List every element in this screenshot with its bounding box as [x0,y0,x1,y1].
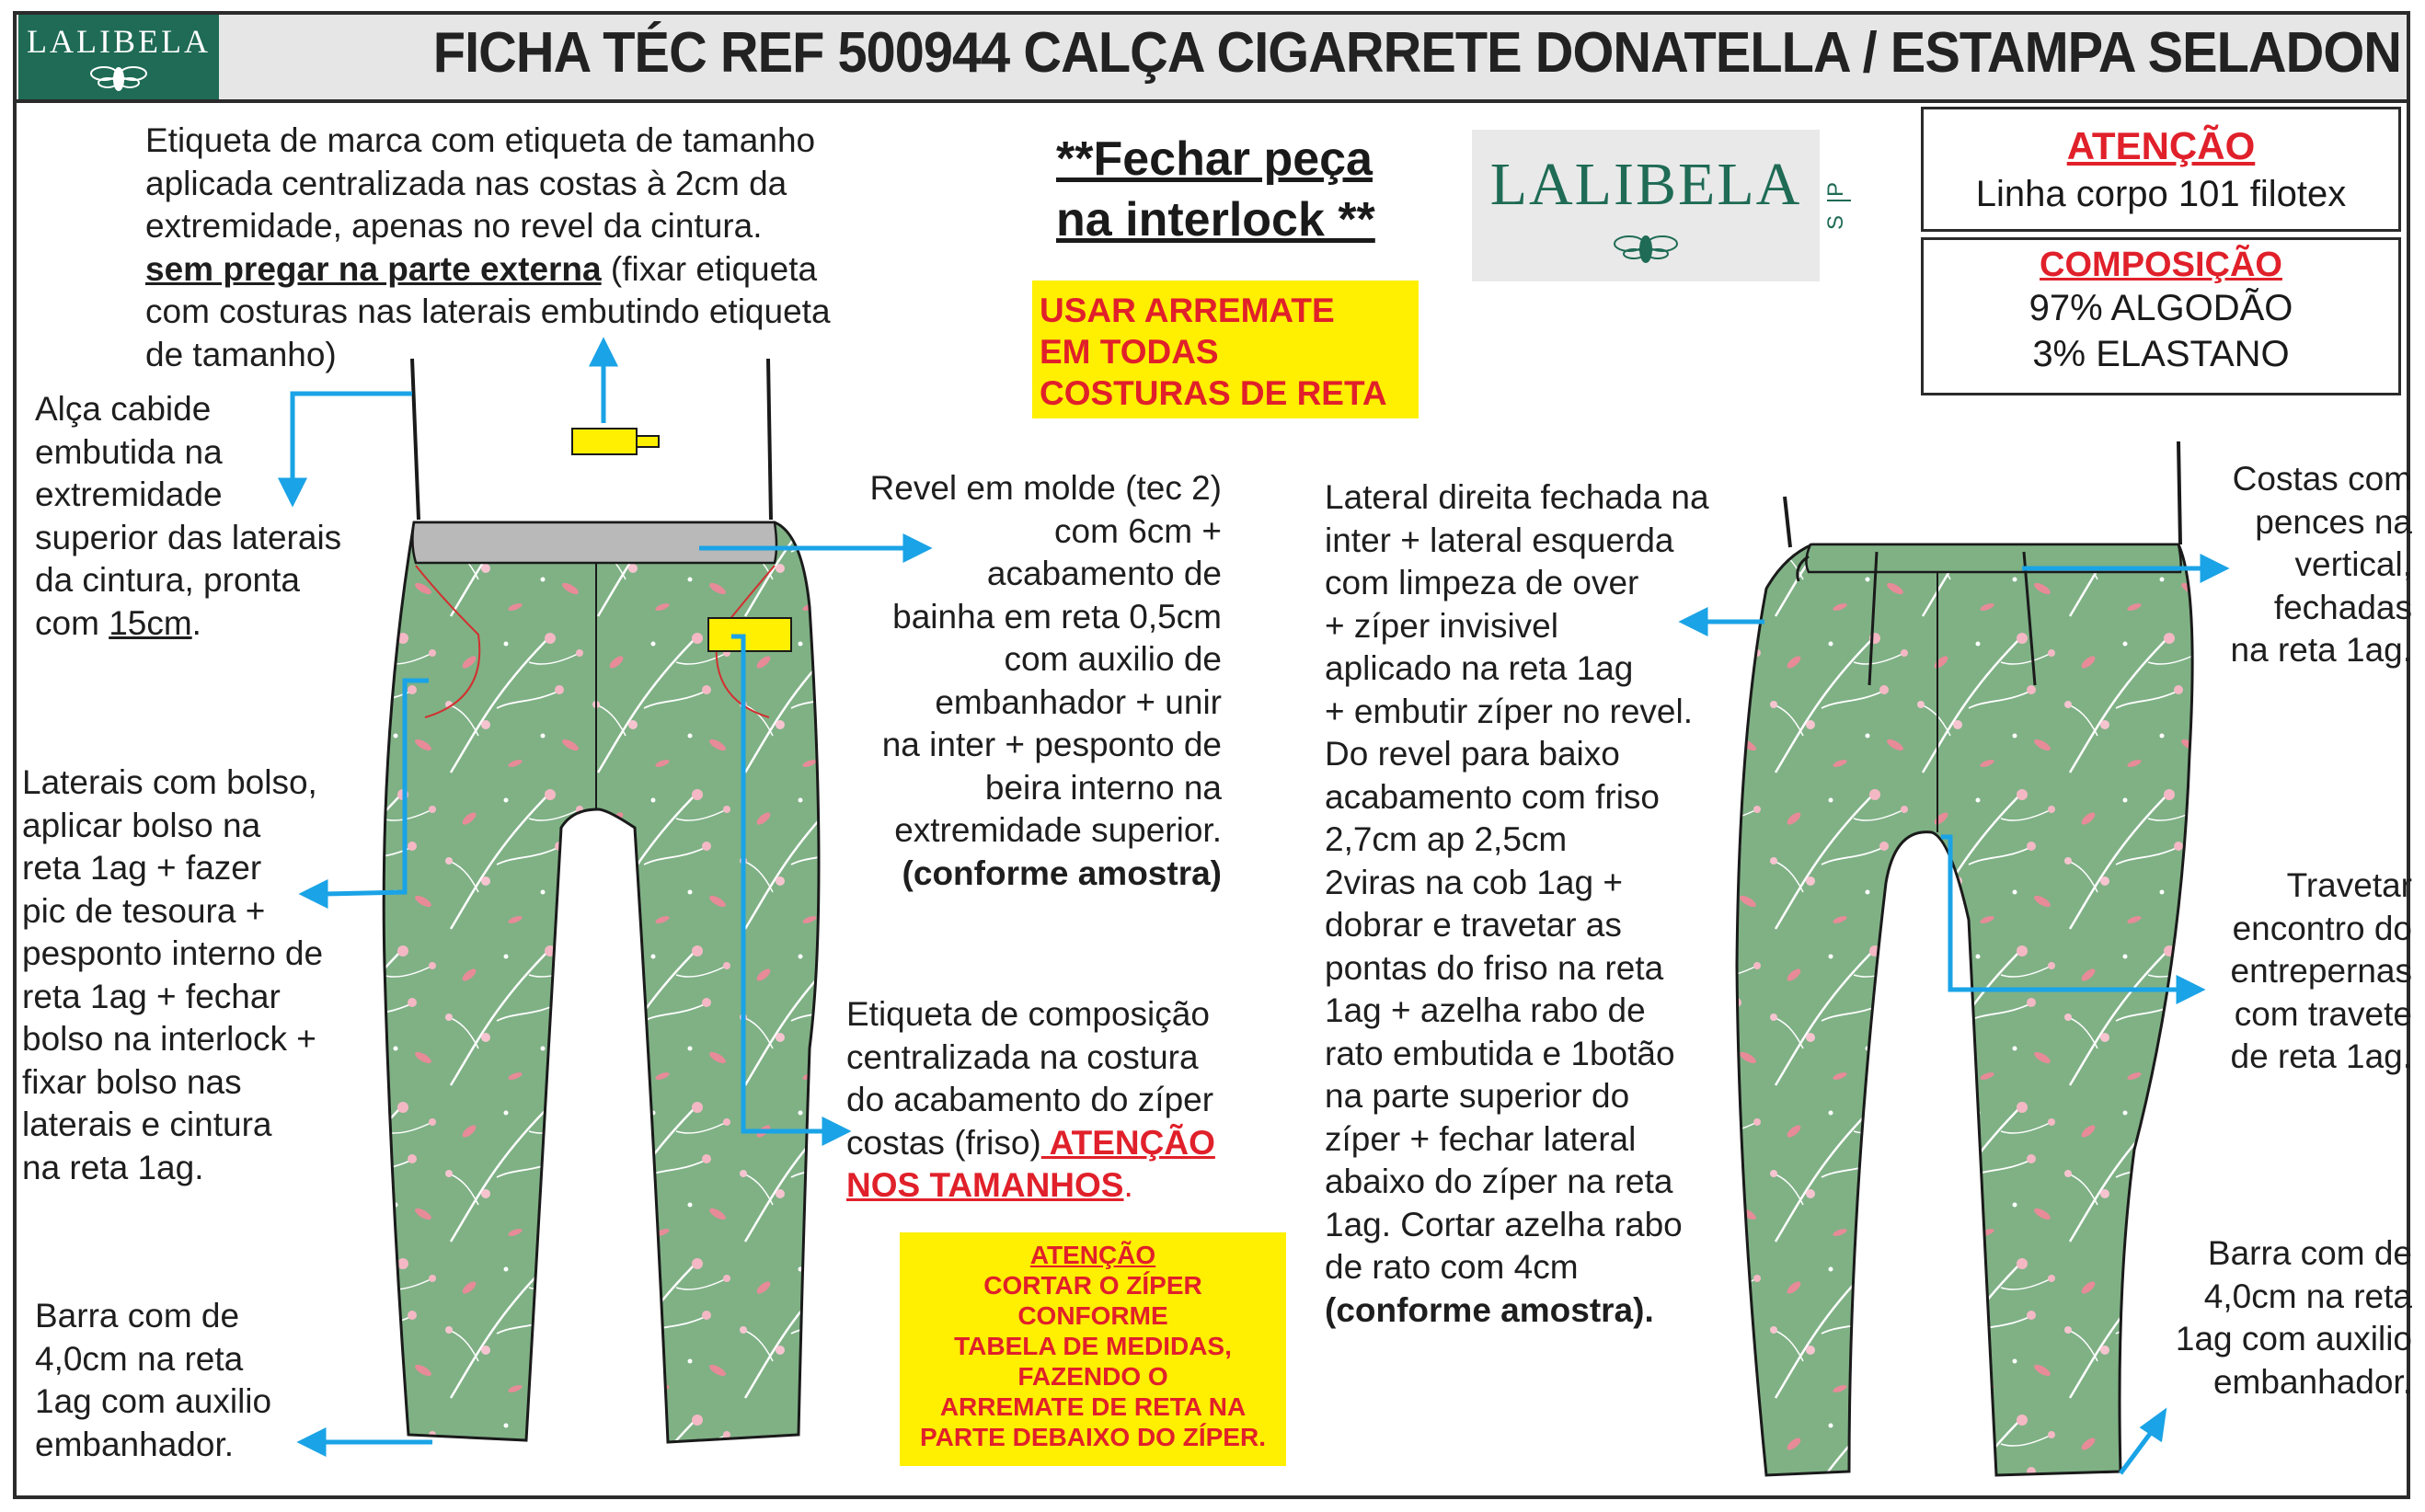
atencao-title: ATENÇÃO [2066,124,2256,167]
note-line: aplicada centralizada nas costas à 2cm da [145,164,787,202]
composicao-line: 3% ELASTANO [2032,334,2290,374]
brand-logo-text: LALIBELA [27,23,211,60]
note-line: CORTAR O ZÍPER [983,1271,1202,1300]
note-arremate [1032,281,1419,418]
note-line: Etiqueta de marca com etiqueta de tamanho [145,121,816,159]
size-label-s: S [1823,214,1849,231]
composicao-box [1921,237,2401,395]
note-text: Etiqueta de composição centralizada na costura do acabamento do zíper costas (friso) [846,995,1214,1162]
note-line: CONFORME [1017,1301,1168,1330]
note-alert: ATENÇÃO [1040,1123,1215,1162]
note-line: EM TODAS [1040,333,1219,371]
size-label-ps [1825,175,1858,239]
note-etiqueta-marca [145,120,831,376]
note-fechar-peca [1056,129,1375,250]
note-alca-cabide [35,388,341,645]
note-line: **Fechar peça [1056,132,1373,186]
page-title: FICHA TÉC REF 500944 CALÇA CIGARRETE DONATELLA / ESTAMPA SELADON [432,21,2402,85]
note-line: de tamanho) [145,335,337,373]
note-text: Alça cabide embutida na extremidade superior das laterais da cintura, pronta com [35,390,342,642]
note-line: ATENÇÃO [1029,1241,1156,1269]
note-line: (fixar etiqueta [601,249,818,288]
note-text: Revel em molde (tec 2) com 6cm + acabamento de bainha em reta 0,5cm com auxilio de embanhador + unir na inter + pesponto de beira interno na extremidade superior. [869,469,1222,849]
composicao-line: 97% ALGODÃO [2028,288,2293,328]
note-barra-direita: Barra com de 4,0cm na reta 1ag com auxilio embanhador. [2175,1234,2412,1401]
note-emphasis: (conforme amostra) [902,853,1222,892]
size-label-p: P [1823,181,1849,198]
note-line: TABELA DE MEDIDAS, [954,1332,1232,1360]
brand-logo-secondary [1472,130,1820,281]
note-line: FAZENDO O [1017,1362,1168,1391]
note-emphasis: sem pregar na parte externa [145,249,602,288]
note-revel [810,467,1222,895]
brand-logo-secondary-text: LALIBELA [1489,151,1802,218]
note-travetar: Travetar encontro do entrepernas com travete de reta 1ag. [2230,866,2412,1075]
note-costas-pences: Costas com pences na vertical, fechadas na reta 1ag. [2230,460,2412,669]
note-line: extremidade, apenas no revel da cintura. [145,207,763,245]
note-line: ARREMATE DE RETA NA [939,1392,1247,1421]
note-line: USAR ARREMATE [1040,292,1335,329]
note-text: . [191,603,201,642]
note-lateral-direita [1325,476,1709,1332]
bee-icon [1472,130,1820,281]
note-atencao-ziper [900,1232,1286,1466]
composicao-title: COMPOSIÇÃO [2040,246,2282,284]
note-line: COSTURAS DE RETA [1040,374,1387,412]
note-line: PARTE DEBAIXO DO ZÍPER. [920,1423,1266,1451]
note-barra-esquerda: Barra com de 4,0cm na reta 1ag com auxilio embanhador. [35,1297,272,1463]
atencao-text: Linha corpo 101 filotex [1975,174,2347,214]
note-laterais-bolso: Laterais com bolso, aplicar bolso na reta 1ag + fazer pic de tesoura + pesponto interno de reta 1ag + fechar bolso na interlock + fixar bolso nas laterais e cintura na reta 1ag. [22,763,324,1186]
atencao-box [1921,107,2401,232]
note-text: Lateral direita fechada na inter + lateral esquerda com limpeza de over + zíper invisivel aplicado na reta 1ag + embutir zíper no revel. Do revel para baixo acabamento com friso 2,7cm ap 2,5cm 2viras na cob 1ag + dobrar e travetar as pontas do friso na reta 1ag + azelha rabo de rato embutida e 1botão na parte superior do zíper + fechar lateral abaixo do zíper na reta 1ag. Cortar azelha rabo de rato com 4cm [1325,478,1709,1286]
note-alert: NOS TAMANHOS [846,1166,1124,1204]
note-text: . [1123,1166,1133,1204]
front-pants-drawing [384,359,819,1442]
note-emphasis: 15cm [109,603,192,642]
note-etiqueta-composicao [846,993,1215,1208]
note-emphasis: (conforme amostra). [1325,1290,1654,1329]
note-line: na interlock ** [1056,193,1375,246]
note-line: com costuras nas laterais embutindo etiqueta [145,292,831,330]
